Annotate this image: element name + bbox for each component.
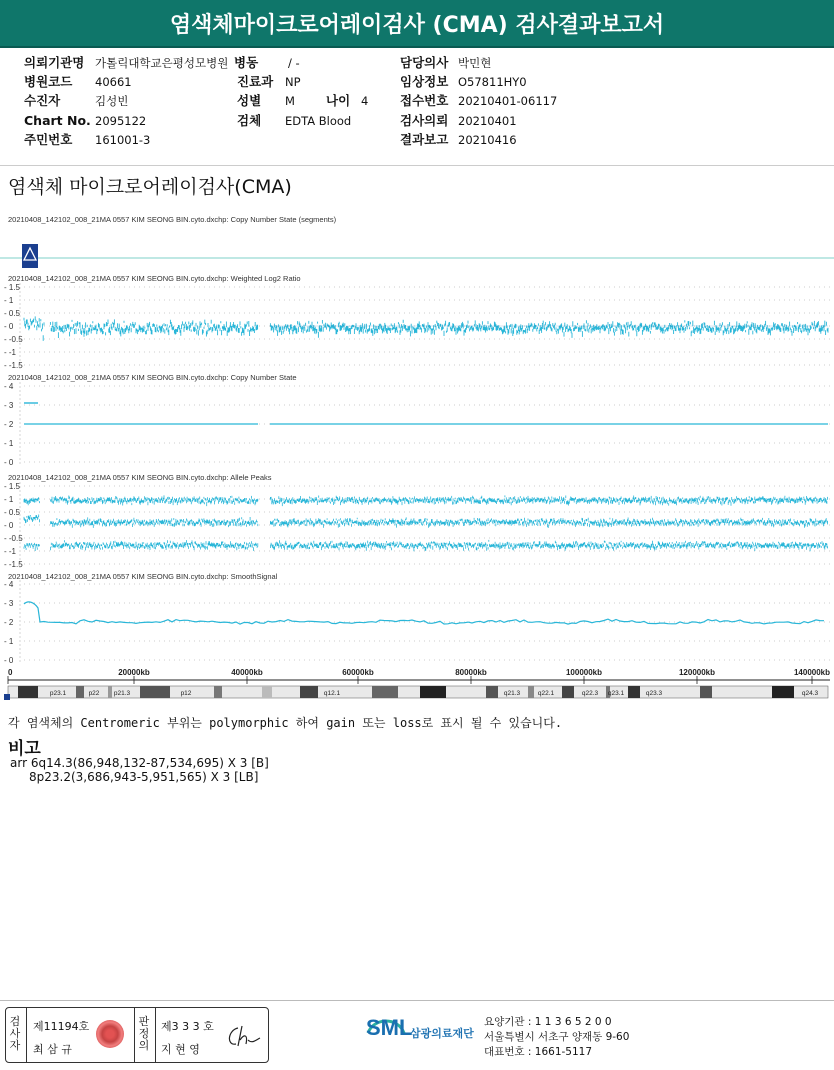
sml-logo: SML: [366, 1015, 413, 1040]
ideogram-band: [76, 686, 84, 698]
ideogram-band: [420, 686, 446, 698]
y-tick-label: - 0.5: [4, 309, 21, 318]
x-tick-label: 40000kb: [231, 668, 263, 677]
x-tick-label: 60000kb: [342, 668, 374, 677]
band-label: q12.1: [323, 690, 341, 697]
ideogram-band: [486, 686, 498, 698]
request-value: 20210401: [458, 114, 517, 128]
reviewer-label: 검사자: [9, 1015, 21, 1052]
reviewer-seal: [96, 1020, 124, 1048]
care-code: 요양기관 : 1 1 3 6 5 2 0 0: [484, 1016, 612, 1028]
hospital-code-label: 병원코드: [24, 74, 73, 89]
institution-value: 가톨릭대학교은평성모병원: [95, 56, 229, 70]
y-tick-label: - -1.5: [4, 560, 23, 569]
institution-label: 의뢰기관명: [24, 55, 85, 70]
specimen-value: EDTA Blood: [285, 114, 352, 128]
chart-label: Chart No.: [24, 113, 91, 128]
sex-label: 성별: [237, 93, 262, 108]
smooth-signal-track: [4, 580, 834, 665]
doctor-value: 박민현: [458, 56, 492, 70]
y-tick-label: - 4: [4, 580, 14, 589]
examinee-value: 김성빈: [95, 94, 129, 108]
report-area: [0, 168, 834, 1000]
allele-band: [24, 495, 828, 506]
ideogram-band: [214, 686, 222, 698]
y-tick-label: - 1.5: [4, 283, 21, 292]
y-tick-label: - 1.5: [4, 482, 21, 491]
x-tick-label: 100000kb: [565, 668, 603, 677]
smooth-signal-line: [24, 602, 824, 624]
chromosome-ideogram: [4, 686, 828, 700]
y-tick-label: - 4: [4, 382, 14, 391]
band-label: q22.3: [581, 690, 599, 697]
centromere-notice: 각 염색체의 Centromeric 부위는 polymorphic 하여 gain 또는 loss로 표시 될 수 있습니다.: [8, 716, 563, 730]
cma-tracks: [0, 218, 834, 758]
y-tick-label: - 0: [4, 322, 14, 331]
band-label: q23.3: [645, 690, 663, 697]
y-tick-label: - 0: [4, 458, 14, 467]
hospital-code-value: 40661: [95, 75, 132, 89]
copy-number-track: [4, 382, 834, 467]
y-tick-label: - 0: [4, 521, 14, 530]
chart-value: 2095122: [95, 114, 147, 128]
approver-signature: [224, 1022, 264, 1052]
result-value: 20210416: [458, 133, 517, 147]
track-label-copy-number: 20210408_142102_008_21MA 0557 KIM SEONG BIN.cyto.dxchp: Copy Number State: [8, 373, 297, 382]
remark-title: 비고: [8, 739, 41, 759]
request-label: 검사의뢰: [400, 113, 449, 128]
band-label: p22: [88, 690, 100, 697]
approver-name: 지 현 영: [161, 1043, 200, 1056]
y-tick-label: - 0.5: [4, 508, 21, 517]
remark-line-1: arr 6q14.3(86,948,132-87,534,695) X 3 [B]: [10, 756, 269, 770]
approver-number: 제3 3 3 호: [161, 1020, 214, 1033]
track-label-segments: 20210408_142102_008_21MA 0557 KIM SEONG BIN.cyto.dxchp: Copy Number State (segments): [8, 215, 337, 224]
genome-axis: [8, 668, 830, 684]
reviewer-name: 최 삼 규: [33, 1043, 72, 1056]
y-tick-label: - -1: [4, 348, 16, 357]
ideogram-band: [562, 686, 574, 698]
log2-signal: [24, 316, 828, 341]
y-tick-label: - 3: [4, 599, 14, 608]
gain-marker: [4, 694, 10, 700]
y-tick-label: - 1: [4, 296, 14, 305]
segments-track: [0, 244, 834, 268]
ideogram-band: [772, 686, 794, 698]
phone: 대표번호 : 1661-5117: [484, 1046, 593, 1058]
patient-info: [0, 48, 834, 166]
ideogram-band: [528, 686, 534, 698]
dept-value: NP: [285, 75, 301, 89]
allele-band: [24, 515, 828, 528]
ideogram-band: [140, 686, 170, 698]
clinical-label: 임상정보: [400, 74, 449, 89]
age-label: 나이: [326, 93, 351, 108]
doctor-label: 담당의사: [400, 55, 449, 70]
report-title: 염색체마이크로어레이검사 (CMA) 검사결과보고서: [0, 0, 834, 48]
y-tick-label: - 1: [4, 439, 14, 448]
y-tick-label: - 0: [4, 656, 14, 665]
y-tick-label: - 1: [4, 637, 14, 646]
ideogram-band: [372, 686, 398, 698]
allele-peaks-track: [4, 482, 834, 569]
x-tick-label: 80000kb: [455, 668, 487, 677]
y-tick-label: - -0.5: [4, 534, 23, 543]
x-tick-label: 120000kb: [678, 668, 716, 677]
band-label: q24.3: [801, 690, 819, 697]
ward-value: / -: [288, 56, 300, 70]
band-label: q23.1: [607, 690, 625, 697]
y-tick-label: - 1: [4, 495, 14, 504]
rrn-label: 주민번호: [24, 132, 73, 147]
ideogram-band: [18, 686, 38, 698]
y-tick-label: - 3: [4, 401, 14, 410]
x-tick-label: 20000kb: [118, 668, 150, 677]
receipt-label: 접수번호: [400, 93, 449, 108]
rrn-value: 161001-3: [95, 133, 151, 147]
band-label: p23.1: [49, 690, 67, 697]
age-value: 4: [361, 94, 369, 108]
x-tick-label: 140000kb: [793, 668, 831, 677]
band-label: p12: [180, 690, 192, 697]
sex-value: M: [285, 94, 295, 108]
report-footer: [0, 1000, 834, 1070]
y-tick-label: - -1: [4, 547, 16, 556]
specimen-label: 검체: [237, 113, 262, 128]
result-label: 결과보고: [400, 132, 449, 147]
ideogram-band: [108, 686, 112, 698]
remark-line-2: 8p23.2(3,686,943-5,951,565) X 3 [LB]: [29, 770, 259, 784]
y-tick-label: - 2: [4, 420, 14, 429]
y-tick-label: - 2: [4, 618, 14, 627]
signature-box: [5, 1007, 269, 1063]
band-label: q22.1: [537, 690, 555, 697]
x-tick-label: 0: [8, 668, 13, 677]
ideogram-band: [628, 686, 640, 698]
address: 서울특별시 서초구 양재동 9-60: [484, 1031, 630, 1043]
ideogram-band: [300, 686, 318, 698]
y-tick-label: - -1.5: [4, 361, 23, 370]
band-label: p21.3: [113, 690, 131, 697]
receipt-value: 20210401-06117: [458, 94, 558, 108]
dept-label: 진료과: [237, 74, 274, 89]
ward-label: 병동: [234, 55, 259, 70]
track-label-log2: 20210408_142102_008_21MA 0557 KIM SEONG BIN.cyto.dxchp: Weighted Log2 Ratio: [8, 274, 301, 283]
log2-track: [4, 283, 834, 370]
y-tick-label: - -0.5: [4, 335, 23, 344]
clinical-value: O57811HY0: [458, 75, 527, 89]
ideogram-band: [700, 686, 712, 698]
reviewer-number: 제11194호: [33, 1020, 90, 1033]
section-title: 염색체 마이크로어레이검사(CMA): [8, 176, 292, 198]
examinee-label: 수진자: [24, 93, 61, 108]
approver-label: 판정의: [138, 1015, 150, 1052]
organization-name: 삼광의료재단: [410, 1027, 474, 1040]
track-label-smooth-signal: 20210408_142102_008_21MA 0557 KIM SEONG BIN.cyto.dxchp: SmoothSignal: [8, 572, 278, 581]
track-label-allele-peaks: 20210408_142102_008_21MA 0557 KIM SEONG BIN.cyto.dxchp: Allele Peaks: [8, 473, 272, 482]
ideogram-band: [262, 686, 272, 698]
allele-band: [24, 540, 828, 551]
band-label: q21.3: [503, 690, 521, 697]
